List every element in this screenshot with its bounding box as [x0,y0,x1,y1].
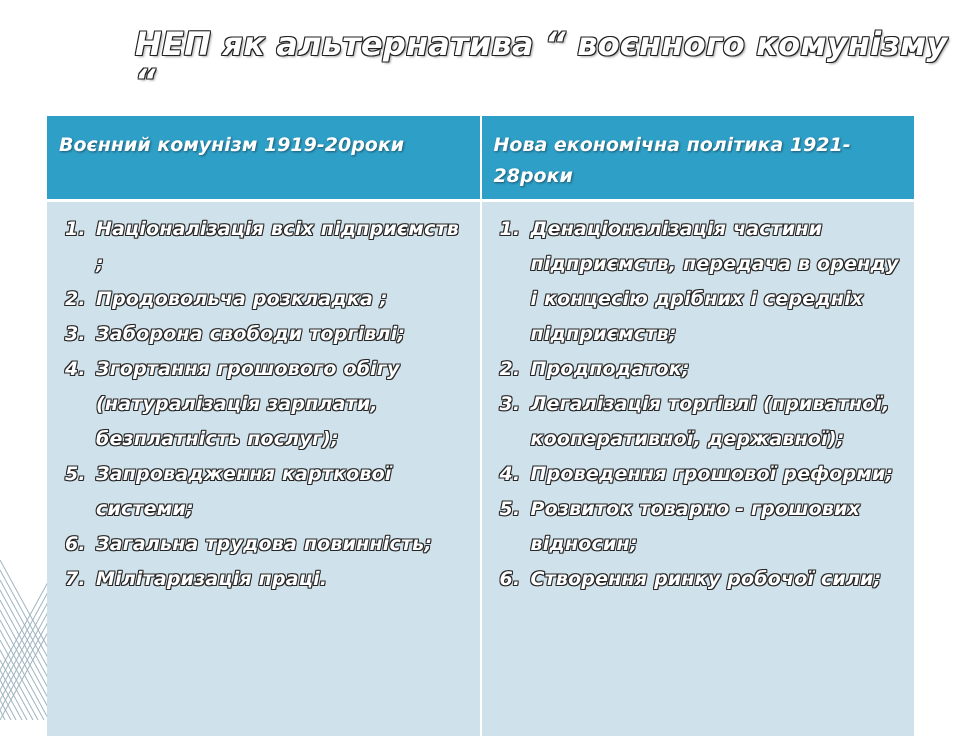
list-item: Проведення грошової реформи; [530,462,894,485]
list-item: Продовольча розкладка ; [96,287,388,310]
list-item: Продподаток; [530,357,690,380]
slide-title: НЕП як альтернатива “ воєнного комунізму “ [135,25,948,100]
list-item: Заборона свободи торгівлі; [96,322,406,345]
nep-cell [481,200,915,736]
list-item: Згортання грошового обігу (натуралізація зарплати, безплатність послуг); [96,357,400,450]
table-body-row [47,200,914,736]
list-item: Запровадження карткової системи; [96,462,392,520]
table-header-row [47,116,914,200]
list-item: Загальна трудова повинність; [96,532,433,555]
list-item: Мілітаризація праці. [96,567,328,590]
list-item: Денаціоналізація частини підприємств, передача в оренду і концесію дрібних і середніх підприємств; [530,217,899,345]
list-item: Легалізація торгівлі (приватної, кооперативної, державної); [530,392,890,450]
list-item: Розвиток товарно - грошових відносин; [530,497,861,555]
header-war-communism: Воєнний комунізм 1919-20роки [47,116,481,200]
header-nep: Нова економічна політика 1921-28роки [481,116,915,200]
nep-list [494,212,905,597]
war-communism-cell [47,200,481,736]
list-item: Створення ринку робочої сили; [530,567,882,590]
list-item: Націоналізація всіх підприємств ; [96,217,460,275]
war-communism-list [59,212,470,597]
comparison-table [47,116,914,736]
